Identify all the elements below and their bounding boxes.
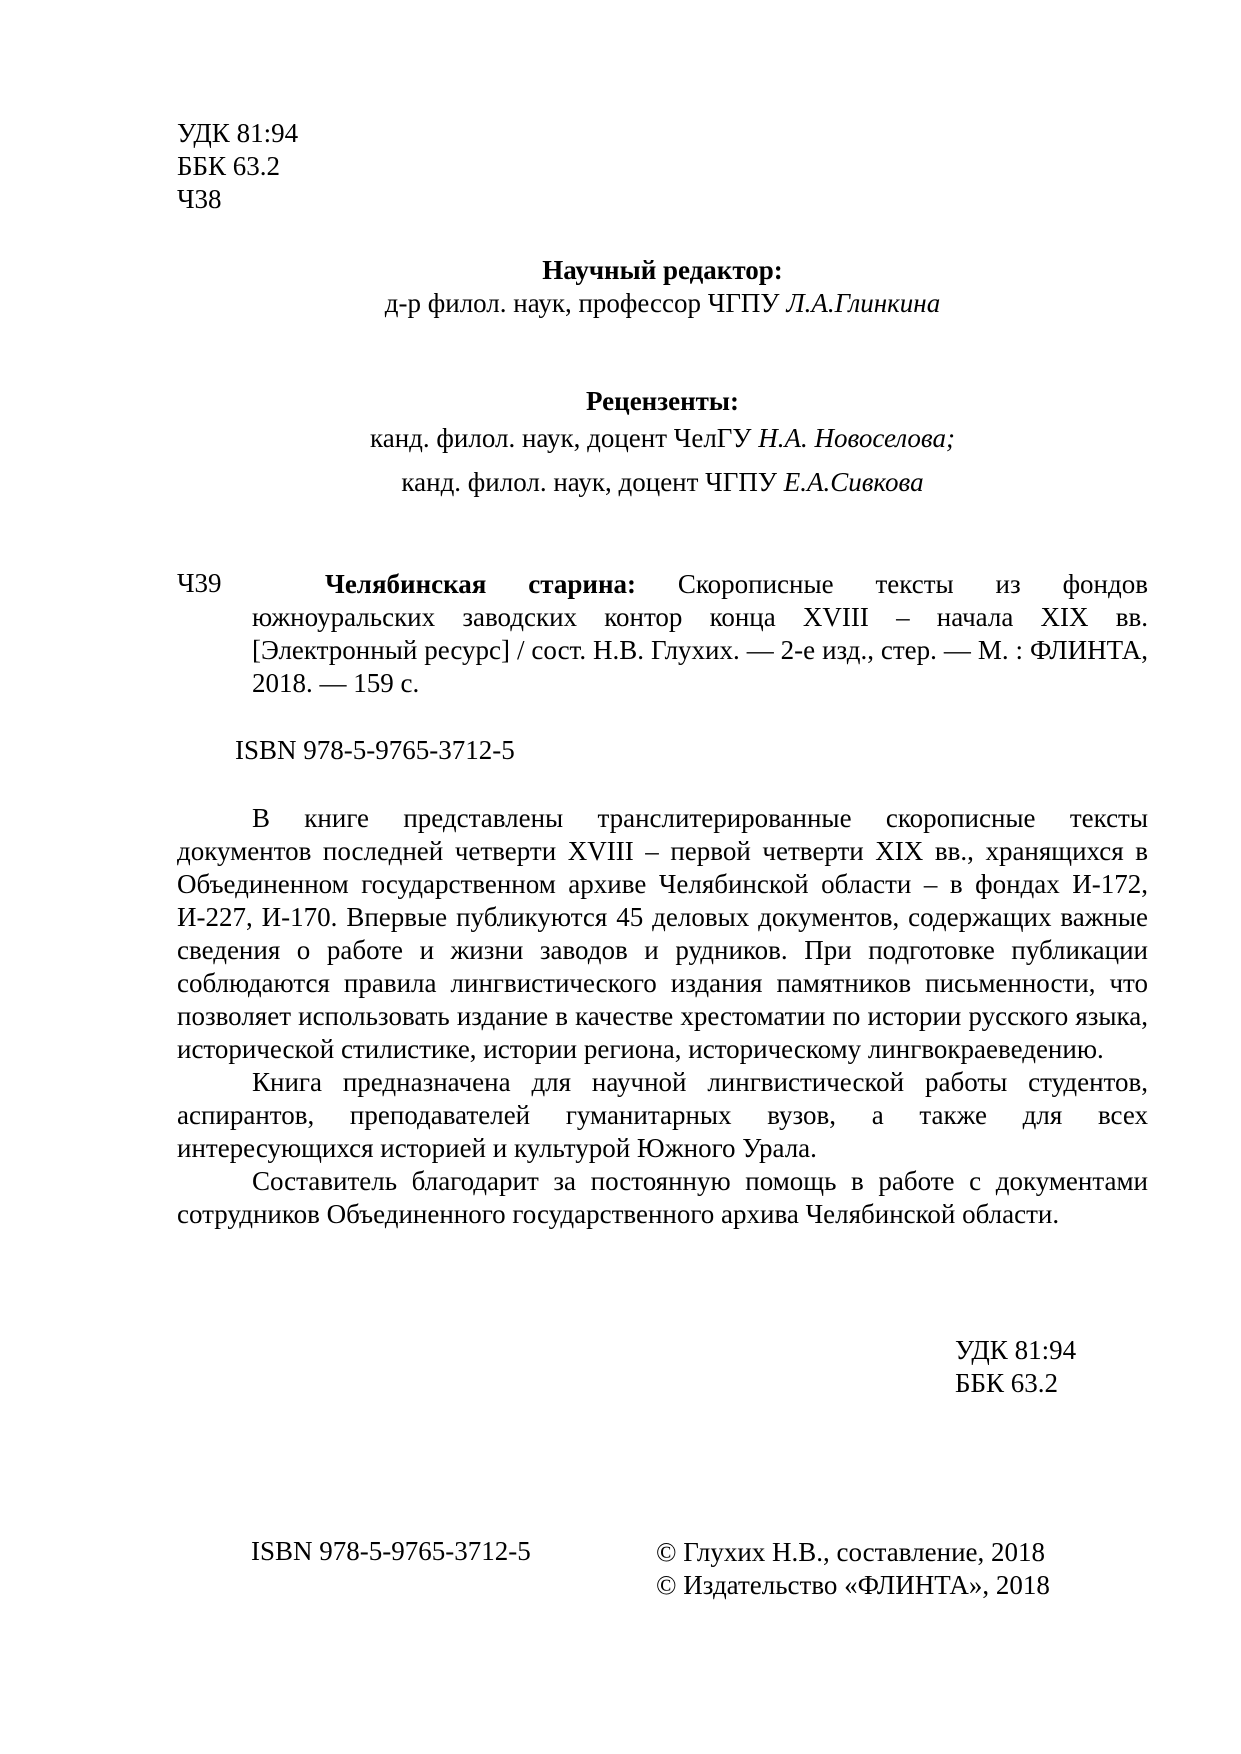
udk-code: УДК 81:94	[177, 118, 299, 148]
bottom-classification-codes	[955, 1334, 1076, 1400]
top-classification-codes	[177, 117, 298, 216]
copyright-publisher: © Издательство «ФЛИНТА», 2018	[656, 1570, 1050, 1600]
editor-credentials: д-р филол. наук, профессор ЧГПУ	[384, 288, 780, 318]
editor-name: Л.А.Глинкина	[786, 288, 941, 318]
annotation	[177, 802, 1148, 1231]
catalog-entry	[252, 568, 1148, 700]
reviewers-heading: Рецензенты:	[586, 386, 739, 416]
reviewer-credentials: канд. филол. наук, доцент ЧГПУ	[401, 467, 777, 497]
annotation-paragraph: Составитель благодарит за постоянную помощь в работе с документами сотрудников Объединенного государственного архива Челябинской области.	[177, 1166, 1148, 1229]
copyright-block	[656, 1536, 1050, 1602]
copyright-compiler: © Глухих Н.В., составление, 2018	[656, 1537, 1046, 1567]
reviewer-line	[177, 467, 1148, 498]
catalog-code: Ч39	[177, 568, 222, 598]
author-mark: Ч38	[177, 184, 222, 214]
editor-line	[177, 288, 1148, 319]
reviewer-line	[177, 423, 1148, 454]
reviewer-name: Н.А. Новоселова;	[758, 423, 955, 453]
footer-isbn: ISBN 978-5-9765-3712-5	[251, 1536, 531, 1566]
catalog-title: Челябинская старина:	[325, 569, 636, 599]
catalog-isbn: ISBN 978-5-9765-3712-5	[235, 735, 515, 765]
reviewer-name: Е.А.Сивкова	[783, 467, 924, 497]
reviewer-credentials: канд. филол. наук, доцент ЧелГУ	[370, 423, 752, 453]
bbk-code: ББК 63.2	[177, 151, 281, 181]
annotation-paragraph: Книга предназначена для научной лингвистической работы студентов, аспирантов, преподавателей гуманитарных вузов, а также для всех интересующихся историей и культурой Южного Урала.	[177, 1067, 1148, 1163]
catalog-description: Скорописные тексты из фондов южноуральских заводских контор конца XVIII – начала XIX вв. [Электронный ресурс] / сост. Н.В. Глухих. — 2-е изд., стер. — М. : ФЛИНТА, 2018. — 159 с.	[252, 569, 1148, 698]
udk-code: УДК 81:94	[955, 1335, 1077, 1365]
editor-heading: Научный редактор:	[542, 255, 783, 285]
annotation-paragraph: В книге представлены транслитерированные скорописные тексты документов последней четверти XVIII – первой четверти XIX вв., хранящихся в Объединенном государственном архиве Челябинской области – в фондах И-172, И-227, И-170. Впервые публикуются 45 деловых документов, содержащих важные сведения о работе и жизни заводов и рудников. При подготовке публикации соблюдаются правила лингвистического издания памятников письменности, что позволяет использовать издание в качестве хрестоматии по истории русского языка, исторической стилистике, истории региона, историческому лингвокраеведению.	[177, 803, 1148, 1064]
bbk-code: ББК 63.2	[955, 1368, 1059, 1398]
